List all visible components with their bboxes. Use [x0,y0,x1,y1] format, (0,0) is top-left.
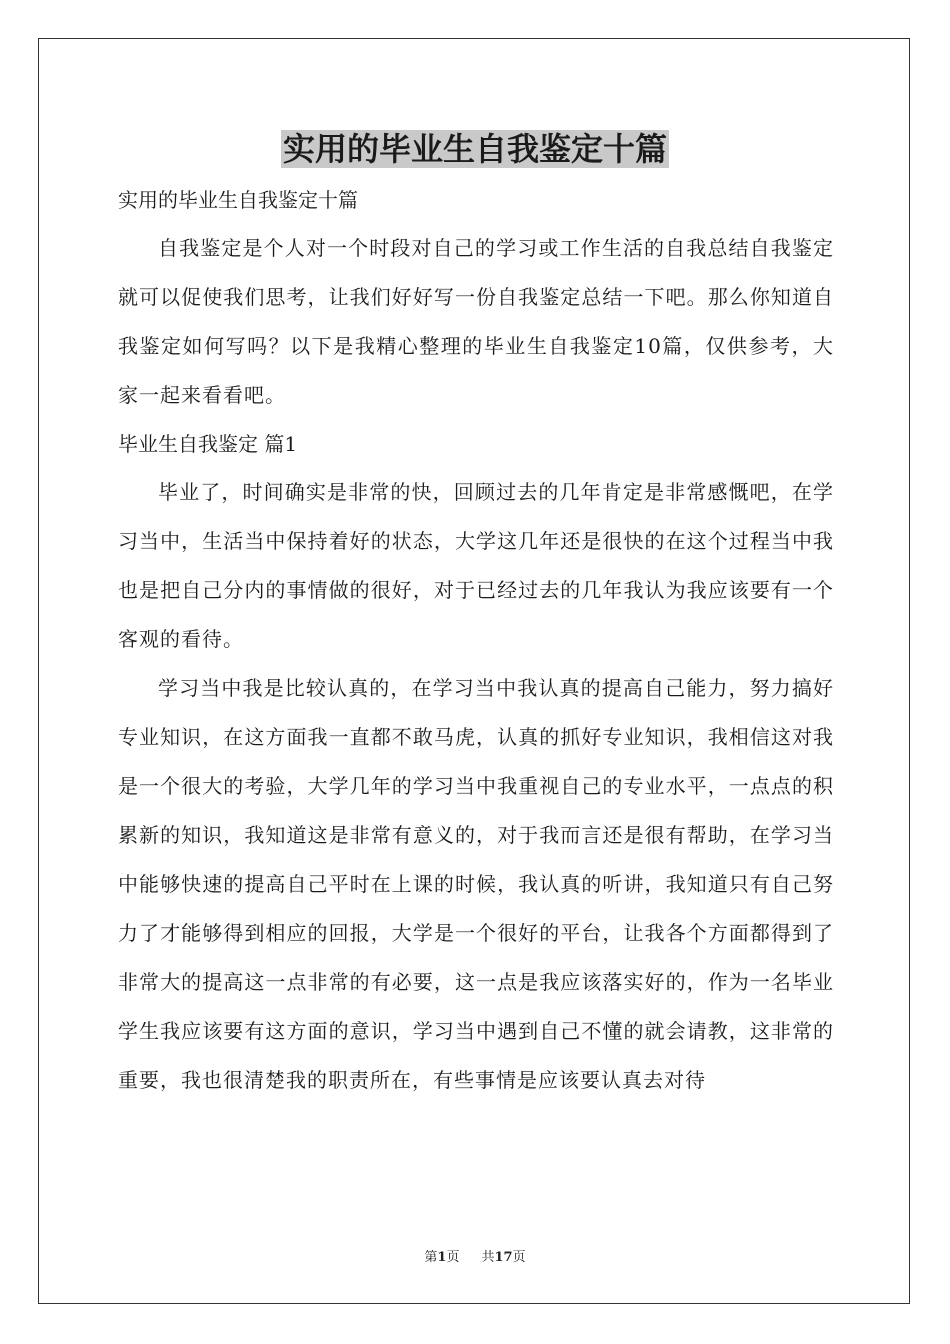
section-heading: 毕业生自我鉴定 篇1 [118,432,298,456]
body-paragraph-2: 学习当中我是比较认真的，在学习当中我认真的提高自己能力，努力搞好专业知识，在这方面我一直都不敢马虎，认真的抓好专业知识，我相信这对我是一个很大的考验，大学几年的学习当中我重视自己的专业水平，一点点的积累新的知识，我知道这是非常有意义的，对于我而言还是很有帮助，在学习当中能够快速的提高自己平时在上课的时候，我认真的听讲，我知道只有自己努力了才能够得到相应的回报，大学是一个很好的平台，让我各个方面都得到了非常大的提高这一点非常的有必要，这一点是我应该落实好的，作为一名毕业学生我应该要有这方面的意识，学习当中遇到自己不懂的就会请教，这非常的重要，我也很清楚我的职责所在，有些事情是应该要认真去对待 [118,676,834,1092]
total-suffix: 页 [512,1250,526,1265]
document-title-text: 实用的毕业生自我鉴定十篇 [282,130,667,168]
page-number: 1 [437,1250,447,1265]
body-paragraph-1: 毕业了，时间确实是非常的快，回顾过去的几年肯定是非常感慨吧，在学习当中，生活当中保持着好的状态，大学这几年还是很快的在这个过程当中我也是把自己分内的事情做的很好，对于已经过去的几年我认为我应该要有一个客观的看待。 [118,480,834,651]
page-footer [0,1246,950,1265]
total-pages: 17 [494,1250,513,1265]
total-prefix: 共 [481,1250,495,1265]
document-subtitle: 实用的毕业生自我鉴定十篇 [118,188,358,212]
page-prefix: 第 [424,1250,438,1265]
intro-paragraph: 自我鉴定是个人对一个时段对自己的学习或工作生活的自我总结自我鉴定就可以促使我们思考，让我们好好写一份自我鉴定总结一下吧。那么你知道自我鉴定如何写吗？以下是我精心整理的毕业生自我鉴定10篇，仅供参考，大家一起来看看吧。 [118,236,834,407]
page-suffix: 页 [446,1250,460,1265]
document-body [118,176,834,1105]
document-title [0,126,950,172]
